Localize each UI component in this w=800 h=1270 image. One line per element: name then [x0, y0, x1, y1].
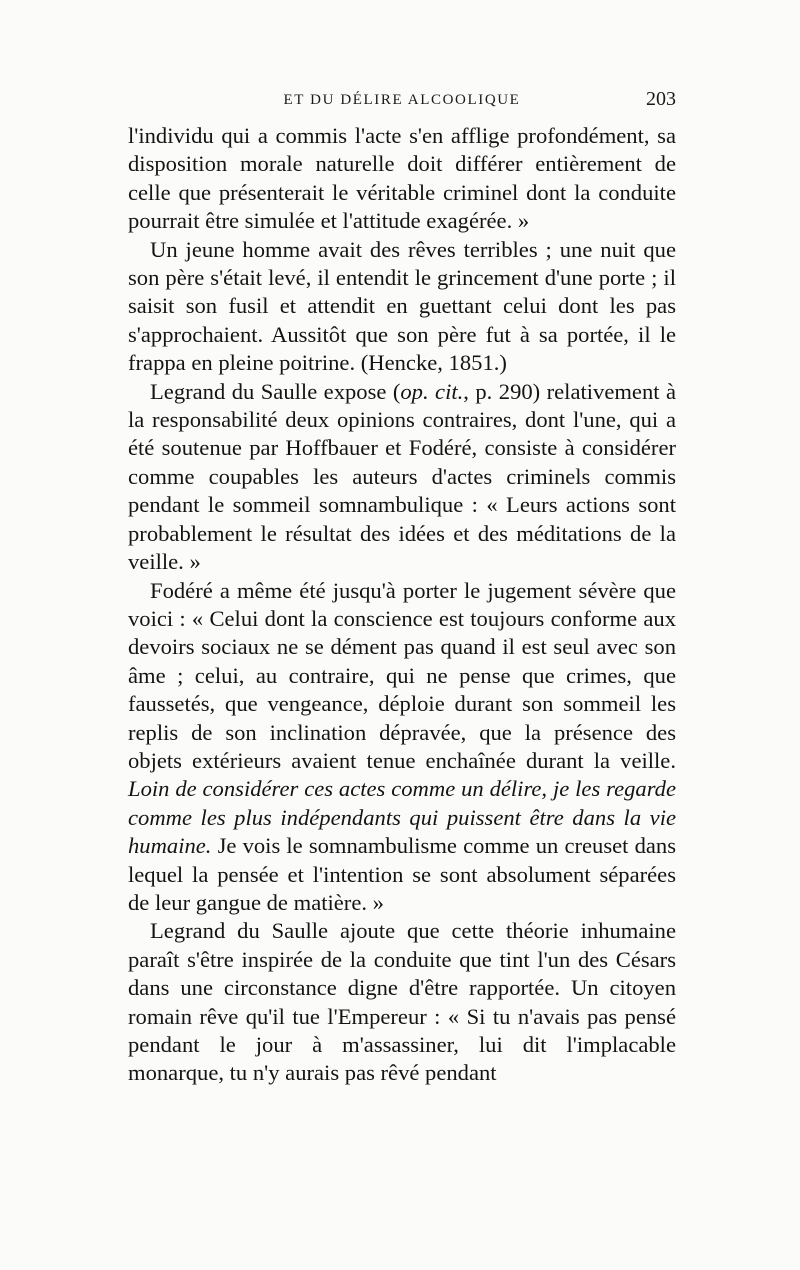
paragraph-legrand-expose [128, 378, 676, 577]
quote-italic: Loin de considérer ces actes comme un délire, je les regarde comme les plus indépendants qui puissent être dans la vie humaine. [128, 776, 676, 859]
paragraph-fodere [128, 577, 676, 918]
paragraph-text: Je vois le somnambulisme comme un creuset dans lequel la pensée et l'intention se sont absolument séparées de leur gangue de matière. » [128, 833, 676, 915]
paragraph-hencke: Un jeune homme avait des rêves terribles ; une nuit que son père s'était levé, il entendit le grincement d'une porte ; il saisit son fusil et attendit en guettant celui dont les pas s'approchaient. Aussitôt que son père fut à sa portée, il le frappa en pleine poitrine. (Hencke, 1851.) [128, 236, 676, 376]
citation-italic: op. cit. [400, 378, 464, 404]
paragraph-text: Legrand du Saulle expose ( [150, 378, 401, 404]
paragraph-text: , p. 290) relativement à la responsabilité deux opinions contraires, dont l'une, qui a été soutenue par Hoffbauer et Fodéré, consiste à considérer comme coupables les auteurs d'actes criminels commis pendant le sommeil somnambulique : « Leurs actions sont probablement le résultat des idées et des méditations de la veille. » [128, 378, 677, 575]
page-number: 203 [646, 88, 676, 110]
body-text [128, 122, 676, 1088]
running-head: ET DU DÉLIRE ALCOOLIQUE [283, 92, 521, 108]
paragraph-text: Fodéré a même été jusqu'à porter le jugement sévère que voici : « Celui dont la conscience est toujours conforme aux devoirs sociaux ne se dément pas quand il est seul avec son âme ; celui, au contraire, qui ne pense que crimes, que faussetés, que vengeance, déploie durant son sommeil les replis de son inclination dépravée, que la présence des objets extérieurs avaient tenue enchaînée durant la veille. [128, 577, 676, 773]
paragraph-continuation: l'individu qui a commis l'acte s'en afflige profondément, sa disposition morale naturelle doit différer entièrement de celle que présenterait le véritable criminel dont la conduite pourrait être simulée et l'attitude exagérée. » [128, 123, 676, 234]
paragraph-cesars: Legrand du Saulle ajoute que cette théorie inhumaine paraît s'être inspirée de la conduite que tint l'un des Césars dans une circonstance digne d'être rapportée. Un citoyen romain rêve qu'il tue l'Empereur : « Si tu n'avais pas pensé pendant le jour à m'assassiner, lui dit l'implacable monarque, tu n'y aurais pas rêvé pendant [128, 918, 676, 1086]
page-header [128, 86, 676, 116]
